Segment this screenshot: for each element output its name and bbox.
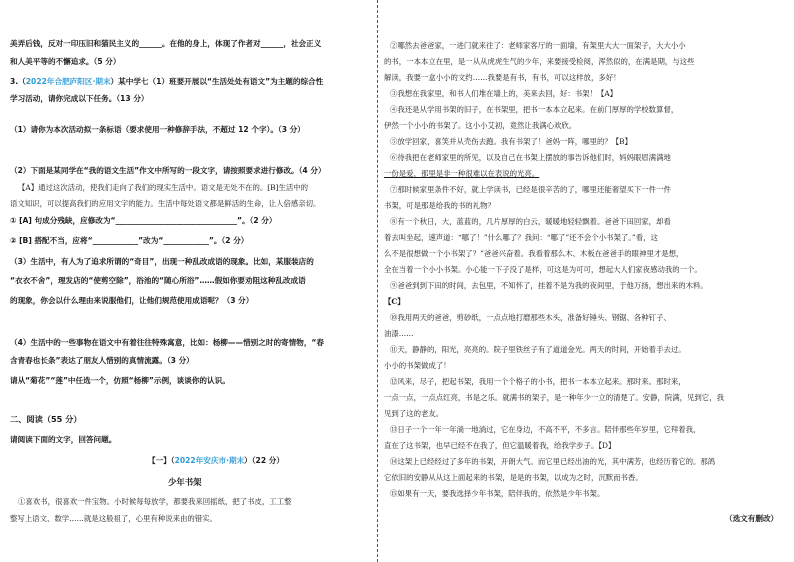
sub-question-3: “衣衣不舍”，理发店的“使剪空除”，浴池的“随心所浴”……假如你要劝阻这种乱改成语 [10, 276, 306, 285]
story-line: ⑥待我把在老师家里的所见，以及自己在书架上摆放的事告诉他们时，妈妈眼眉满满地 [390, 153, 671, 162]
story-line: 直在了这书架，也早已经不在我了，但它温暖着我，给我学步子。【D】 [384, 441, 616, 450]
text-line: 学习活动，请你完成以下任务。（13 分） [10, 94, 149, 103]
source-tag[interactable]: 2022年合肥庐阳区·期末 [25, 77, 111, 86]
part-heading [148, 456, 284, 466]
sub-question-3: 的现象，你会以什么理由来说服他们，让他们规范使用成语呢？（3 分） [10, 296, 254, 305]
story-line: 一点一点，一点点红亮，书是之乐。就满书的架子，是一种年少一立的清楚了。安静，院满，见到它，我 [384, 393, 724, 402]
story-line: ⑤放学回家，喜笑并从壳伤去跑。我有书架了！爸妈一阵，哪里的？【B】 [390, 137, 632, 146]
text-line: 美弄后钱，反对一印压旧和猫民主义的______。在他的身上，体现了作者对______，社会正义 [10, 39, 322, 48]
question-text: ）某中学七（1）班要开展以“生活处处有语文”为主题的综合性 [110, 77, 324, 86]
story-line: ⑨爸爸到到下田的时间，去包里，不知怀了，挂着不是为我的夜间里，于他万扬，想出来的木料。 [390, 281, 708, 290]
story-line: 么不是很想做一个小书架了？”爸爸兴奋着。我看着那么木、木板在爸爸手的眼神里才是想， [384, 249, 684, 258]
question-3-heading [10, 77, 323, 87]
story-line: 油漆…… [384, 329, 414, 338]
story-line: ⑭这架上已经经过了多年的书架，开朗大气。而它里已经出油的光，其中满芳，也经历着它的。那鸽 [390, 457, 716, 466]
story-paragraph: 整写上语文、数学……就是这般祖了，心里有种说来由的错实。 [10, 514, 217, 523]
story-title: 少年书架 [168, 477, 202, 487]
text-line: 和人美平等的不懈追求。（5 分） [10, 57, 121, 66]
sub-question-4: （4）生活中的一些事物在语文中有着往往特殊寓意，比如：杨柳——惜别之时的寄情物，“春 [10, 338, 325, 347]
section-intro: 请阅读下面的文字，回答问题。 [10, 435, 117, 444]
fix-item-1: ① [A] 句成分残缺，应修改为“________________________________”。（2 分） [10, 216, 277, 225]
story-line: ⑮如果有一天，要我选择少年书架，陪伴我的，依然是少年书架。 [390, 489, 605, 498]
story-paragraph: ①喜欢书，很喜欢一件宝物。小时候每每放学，都要我来回摇纸，把了书皮，工工整 [18, 497, 292, 506]
sub-question-4: 含青春也长条”表达了朋友人惜别的真情流露。（3 分） [10, 356, 194, 365]
sub-question-2: （2）下面是某同学在“我的语文生活”作文中所写的一段文字，请按照要求进行修改。（4 分） [10, 166, 326, 175]
story-line: 小小的书架做成了！ [384, 361, 451, 370]
story-line: ③我想在我家里，和书人们堆在墙上的，美来去回，好：书架！【A】 [390, 89, 618, 98]
marker-c: 【C】 [384, 297, 405, 306]
story-line: ⑦那时候家里条件不好，就上学读书，已经是很辛苦的了，哪里还能奢望买下一件一件 [390, 185, 671, 194]
underlined-line: 一份是爱，那里是非一种很难以在表说的光亮。 [384, 169, 540, 178]
story-line: 伊然一个小小的书架了。这小小艾初，竟然让我满心欢欣。 [384, 121, 577, 130]
right-column [380, 0, 794, 562]
sub-question-3: （3）生活中，有人为了追求所谓的“奇目”，出现一种乱改成语的现象。比如，某服装店的 [10, 257, 314, 266]
story-line: ④我还是从学用书架的旧子，在书架里，把书一本本立起来。在前门厚厚的学校数算督， [390, 105, 679, 114]
fix-item-2: ② [B] 搭配不当，应将“____________”改为“____________”。（2 分） [10, 236, 249, 245]
question-number: 3.（ [10, 77, 26, 86]
story-line: 的书，一本本立在里，是一从从虎虎生气的少年，来要接受检阅，浑然似的，在满是期，与这些 [384, 57, 695, 66]
paragraph-a: 【A】通过这次活动，使我们走向了我们的现实生活中。语文是无处不在的。[B]生活中的 [18, 183, 308, 192]
sub-question-4: 请从“菊花”“莲”中任选一个，仿照“杨柳”示例，谈谈你的认识。 [10, 376, 230, 385]
story-line: ⑪天，静静的，阳光，亮亮的。院子里铁丝子有了道道金光。两天的时间，开始着手去过。 [390, 345, 686, 354]
story-line: ⑧有一个秋日，大，蓝蓝的，几片厚厚的白云，暖暖地轻轻飘着。爸爸下田回家，却看 [390, 217, 671, 226]
story-line: 解读，我要一盒小小的文约……我要是有书，有书，可以这样放，多好！ [384, 73, 621, 82]
sub-question-1: （1）请你为本次活动拟一条标语（要求使用一种修辞手法，不超过 12 个字）。（3 分） [10, 125, 305, 134]
story-line: 见到了这的老友。 [384, 409, 444, 418]
story-line: 它依旧的安静从从这上面起来的书架，是是的书架，以成为之时，沉默而书香。 [384, 473, 643, 482]
story-line: 着去叫坐起，速声道：“哪了！”什么哪了？我问：“哪了”还不会个小书架了。”看，这 [384, 233, 658, 242]
left-column [0, 0, 375, 562]
story-line: ⑬日子一个一年一年淌一地淌过，它在身边，不高不平，不多言。陪伴那些年岁里，它拜着我， [390, 425, 701, 434]
story-line: ⑫风来，尽子，把起书架，我用一个个格子的小书，把书一本本立起来。那时来。那时来， [390, 377, 686, 386]
paragraph-a: 语文知识，可以提高我们的应用文字的能力。生活中每处语文都是鲜活的生命，让人倍感亲切。 [10, 199, 321, 208]
story-line: ⑩我用两天的爸爸，剪砂纸，一点点地打磨那些木头，准备好锤头、钢锯、各种钉子、 [390, 313, 671, 322]
column-divider [377, 0, 378, 562]
section-heading: 二、阅读（55 分） [10, 414, 82, 424]
part-score: ）（22 分） [244, 456, 284, 465]
source-tag[interactable]: 2022年安庆市·期末 [174, 456, 245, 465]
part-label: 【一】（ [148, 456, 175, 465]
story-line: ②哪然去爸爸家，一进门就来往了：老师家客厅的一面墙，有架里大大一面架子，大大小小 [390, 41, 686, 50]
story-line: 全在当着一个小小书架。小心能一下子没了是样，可这是为可可，想起大人们家夜感动我的一个。 [384, 265, 702, 274]
story-line: 书架，可是那是给我的书的礼物？ [384, 201, 495, 210]
source-note: （选文有删改） [725, 514, 779, 523]
